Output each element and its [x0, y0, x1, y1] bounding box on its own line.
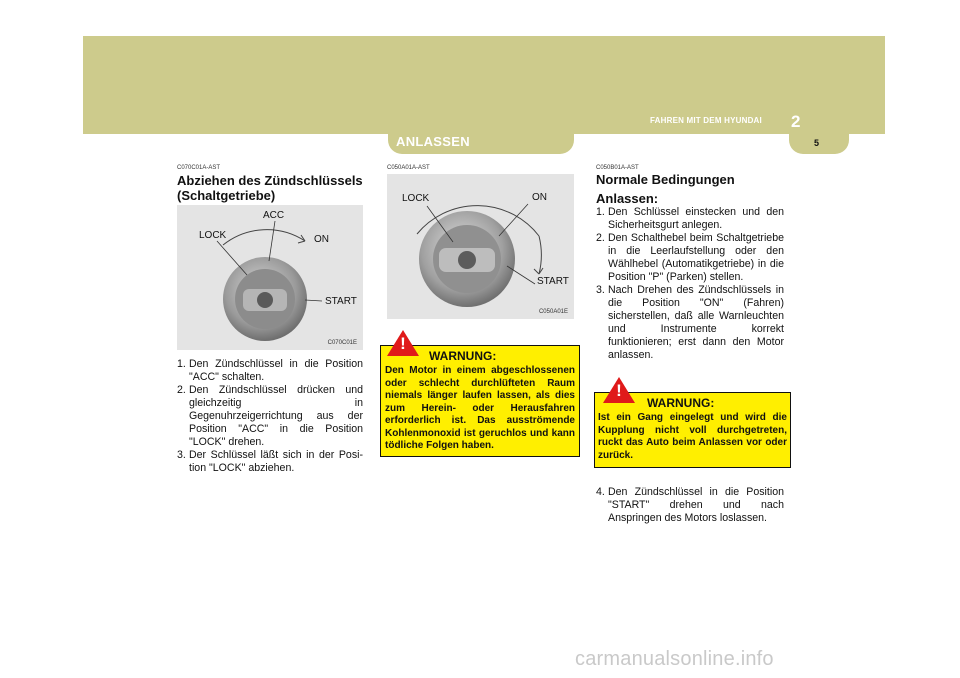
steps-list	[177, 358, 363, 475]
list-item: 3. Der Schlüssel läßt sich in der Posi-tion "LOCK" abziehen.	[177, 449, 363, 474]
section-code: C070C01A-AST	[177, 165, 221, 171]
watermark: carmanualsonline.info	[575, 648, 774, 670]
label-start: START	[537, 276, 569, 287]
warning-exclamation-icon: !	[400, 334, 406, 353]
label-lock: LOCK	[199, 230, 227, 241]
section-title: ANLASSEN	[396, 134, 470, 149]
label-on: ON	[532, 192, 547, 203]
warning-box	[380, 334, 580, 457]
warning-exclamation-icon: !	[616, 381, 622, 400]
chapter-title: FAHREN MIT DEM HYUNDAI	[650, 116, 762, 125]
section-code: C050B01A-AST	[596, 165, 639, 171]
section-heading: Abziehen des Zündschlüssels (Schaltgetriebe)	[177, 173, 363, 203]
page-number: 5	[814, 138, 820, 148]
label-acc: ACC	[263, 210, 285, 221]
list-item: 2. Den Zündschlüssel drücken und gleichzeitig in Gegenuhrzeigerrichtung aus der Position "ACC" in die Position "LOCK" drehen.	[177, 384, 363, 448]
warning-title: WARNUNG:	[429, 349, 497, 363]
header-band	[83, 36, 885, 134]
list-item: 4. Den Zündschlüssel in die Position "START" drehen und nach Anspringen des Motors loslassen.	[596, 486, 784, 524]
warning-box	[594, 381, 791, 468]
figure-code: C070C01E	[327, 340, 357, 346]
label-start: START	[325, 296, 357, 307]
list-item: 3. Nach Drehen des Zündschlüssels in die Position "ON" (Fahren) sicherstellen, daß alle Warnleuchten und Instrumente korrekt funktionieren; erst dann den Motor anlassen.	[596, 284, 784, 361]
list-item: 1. Den Zündschlüssel in die Position "ACC" schalten.	[177, 358, 363, 383]
warning-title: WARNUNG:	[647, 396, 715, 410]
list-item: 1. Den Schlüssel einstecken und den Sicherheitsgurt anlegen.	[596, 206, 784, 231]
section-heading: Normale Bedingungen	[596, 172, 735, 187]
section-code: C050A01A-AST	[387, 165, 430, 171]
section-subheading: Anlassen:	[596, 191, 659, 206]
figure-code: C050A01E	[538, 309, 568, 315]
chapter-number: 2	[791, 112, 801, 131]
label-on: ON	[314, 234, 329, 245]
ignition-photo-center	[387, 174, 574, 319]
steps-list	[596, 486, 784, 525]
label-lock: LOCK	[402, 193, 430, 204]
ignition-photo-left	[177, 205, 363, 350]
steps-list	[596, 206, 784, 362]
ignition-switch-illustration	[177, 205, 363, 350]
warning-text: Ist ein Gang eingelegt und wird die Kupplung nicht voll durchgetreten, ruckt das Auto beim Anlassen vor oder zurück.	[598, 412, 787, 461]
warning-text: Den Motor in einem abgeschlossenen oder schlecht durchlüfteten Raum niemals länger laufen lassen, als dies zum Herein- oder Herausfahren erforderlich ist. Das ausströmende Kohlenmonoxid ist geruchlos und kann tödliche Folgen haben.	[385, 365, 575, 451]
list-item: 2. Den Schalthebel beim Schaltgetriebe in die Leerlaufstellung oder den Wählhebel (Automatikgetriebe) in die Position "P" (Parken) stellen.	[596, 232, 784, 283]
